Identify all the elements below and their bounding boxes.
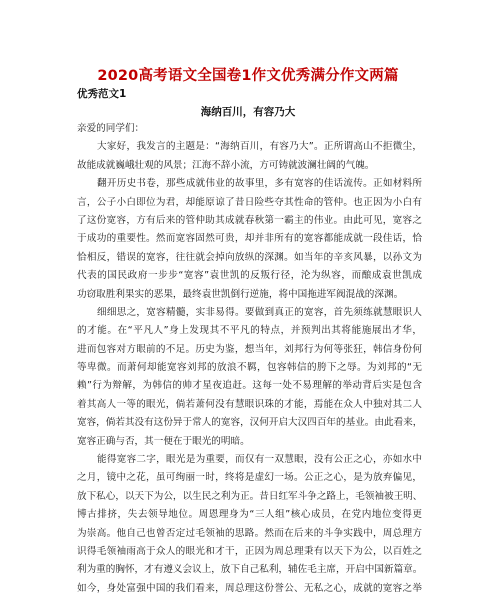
essay-line: 于成功的重要性。然而宽容固然可贵，却并非所有的宽容都能成就一段佳话，恰 bbox=[77, 233, 422, 245]
document-title: 2020高考语文全国卷1作文优秀满分作文两篇 bbox=[97, 68, 399, 84]
essay-line: 宽容，倘若其没有这份异于常人的宽容，汉何开启大汉四百年的基业。由此看来， bbox=[77, 417, 423, 429]
essay-line: 之月，镜中之花，虽可绚丽一时，终将是虚幻一场。公正之心，是为放弃偏见， bbox=[77, 472, 422, 484]
essay-line: 利为重的胸怀，才有遵义会议上，放下自己私利，辅佐毛主席，开启中国新篇章。 bbox=[77, 564, 423, 576]
essay-title: 海纳百川，有容乃大 bbox=[200, 106, 296, 118]
essay-line: 的才能。在“平凡人”身上发现其不平凡的特点，并预判出其将能施展出才华， bbox=[77, 325, 422, 337]
essay-line: 着其高人一等的眼光，倘若萧何没有慧眼识珠的才能，焉能在众人中独对其二人 bbox=[77, 398, 422, 410]
essay-line: 赖”行为辩解，为韩信的帅才星夜追赶。这每一处不易理解的举动背后实是包含 bbox=[77, 380, 422, 392]
essay-line: 为崇高。他自己也曾否定过毛领袖的思路。然而在后来的斗争实践中，周总理方 bbox=[77, 527, 422, 539]
essay-line: 细细思之，宽容精髓，实非易得。要做到真正的宽容，首先须练就慧眼识人 bbox=[97, 306, 422, 318]
essay-line: 识得毛领袖雨高于众人的眼光和才干，正因为周总理秉有以天下为公，以百姓之 bbox=[77, 545, 422, 557]
essay-line: 进而包容对方眼前的不足。历史为鉴，想当年，刘邦行为何等张狂，韩信身份何 bbox=[77, 343, 422, 355]
essay-line: 能得宽容二字，眼光是为重要，而仅有一双慧眼，没有公正之心，亦如水中 bbox=[97, 454, 422, 466]
essay-line: 等卑微。而萧何却能宽容刘邦的放浪不羁，包容韩信的胯下之辱。为刘邦的“无 bbox=[77, 362, 422, 374]
essay-line: 翻开历史书卷，那些成就伟业的故事里，多有宽容的佳话流传。正如材料所 bbox=[97, 178, 422, 190]
section-label: 优秀范文1 bbox=[77, 88, 127, 100]
essay-line: 亲爱的同学们： bbox=[77, 123, 145, 134]
essay-line: 宽容正确与否，其一便在于眼光的明暗。 bbox=[77, 435, 250, 447]
essay-line: 博古排挤，失去领导地位。周恩理身为“三人组”核心成员，在党内地位变得更 bbox=[77, 509, 422, 521]
essay-line: 功窃取胜利果实的恶果，最终袁世凯倒行逆施，将中国拖进军阀混战的深渊。 bbox=[77, 288, 404, 300]
essay-line: 大家好，我发言的主题是：“海纳百川，有容乃大”。正所谓高山不拒微尘， bbox=[97, 141, 422, 153]
essay-line: 故能成就巍峨壮观的风景；江海不辞小流，方可铸就波澜壮阔的气魄。 bbox=[77, 159, 375, 171]
essay-line: 言，公子小白即位为君，却能原谅了昔日险些夺其性命的管仲。也正因为小白有 bbox=[77, 196, 422, 208]
essay-line: 放下私心，以天下为公，以生民之利为正。昔日红军斗争之路上，毛领袖被王明、 bbox=[77, 490, 423, 502]
essay-line: 了这份宽容，方有后来的管仲助其成就春秋第一霸主的伟业。由此可见，宽容之 bbox=[77, 214, 422, 226]
essay-body bbox=[77, 120, 422, 598]
essay-line: 如今，身处富强中国的我们看来，周总理这份誉公、无私之心，成就的宽容之举 bbox=[77, 582, 422, 594]
essay-line: 恰相反，错误的宽容，往往就会掉向放纵的深渊。如当年的辛亥风暴，以孙文为 bbox=[77, 251, 422, 263]
essay-line: 代表的国民政府一步步“宽容”袁世凯的反叛行径，沦为纵容，而酿成袁世凯成 bbox=[77, 270, 422, 282]
